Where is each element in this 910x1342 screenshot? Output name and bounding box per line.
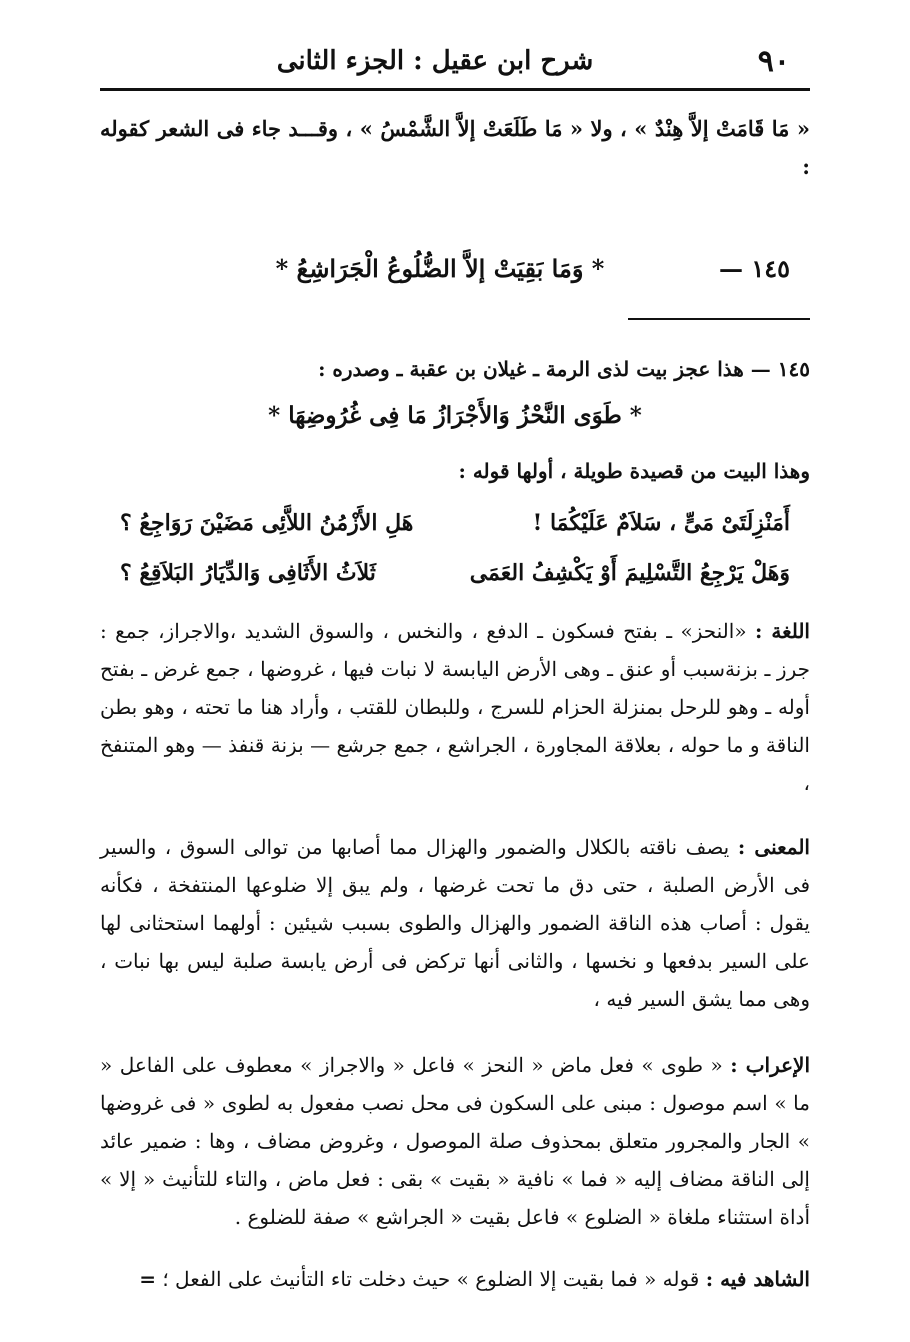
irab-label: الإعراب : xyxy=(730,1053,811,1077)
intro-paragraph: « مَا قَامَتْ إلاَّ هِنْدٌ » ، ولا « مَا طَلَعَتْ إلاَّ الشَّمْسُ » ، وقـــد جاء فى الشعر كقوله : xyxy=(100,116,810,179)
page-number: ٩٠ xyxy=(757,44,790,79)
verse-145 xyxy=(100,244,810,294)
irab-text: « طوى » فعل ماض « النحز » فاعل « والاجراز » معطوف على الفاعل « ما » اسم موصول : مبنى على السكون فى محل نصب مفعول به لطوى « فى غروضها » الجار والمجرور متعلق بمحذوف صلة الموصول ، وغروض مضاف ، وها : ضمير عائد إلى الناقة مضاف إليه « فما » نافية « بقيت » بقى : فعل ماض ، والتاء للتأنيث « إلا » أداة استثناء ملغاة « الضلوع » فاعل بقيت « الجراشع » صفة للضلوع . xyxy=(100,1053,810,1229)
lugha-paragraph xyxy=(100,612,810,802)
mana-label: المعنى : xyxy=(737,835,810,859)
couplet-1-second-hemistich: هَلِ الأَزْمُنُ اللاَّئِى مَضَيْنَ رَوَاجِعُ ؟ xyxy=(120,510,414,536)
mana-paragraph xyxy=(100,828,810,1018)
header-rule xyxy=(100,88,810,91)
couplet-1-first-hemistich: أَمَنْزِلَتَىْ مَىٍّ ، سَلاَمٌ عَلَيْكُمَا ! xyxy=(532,510,790,536)
couplet-2-second-hemistich: ثَلاَثُ الأَثَافِى وَالدِّيَارُ البَلاَقِعُ ؟ xyxy=(120,560,376,586)
lugha-text: «النحز» ـ بفتح فسكون ـ الدفع ، والنخس ، والسوق الشديد ،والاجراز، جمع : جرز ـ بزنةسبب أو عنق ـ وهى الأرض اليابسة لا نبات فيها ، غروضها ، جمع غرض ـ بفتح أوله ـ وهو للرحل بمنزلة الحزام للسرج ، وللبطان للقتب ، وأراد هنا ما تحته ، وهو بطن الناقة و ما حوله ، بعلاقة المجاورة ، الجراشع ، جمع جرشع — بزنة قنفذ — وهو المتنفخ ، xyxy=(100,619,810,795)
footnote-poem-intro: وهذا البيت من قصيدة طويلة ، أولها قوله : xyxy=(458,459,810,483)
footnote-rule xyxy=(628,318,810,320)
couplet-2 xyxy=(100,556,810,596)
page-header xyxy=(100,36,810,86)
footnote-hemistich: * طَوَى النَّحْزُ وَالأَجْرَازُ مَا فِى غُرُوضِهَا * xyxy=(268,402,642,429)
shahid-text: قوله « فما بقيت إلا الضلوع » حيث دخلت تاء التأنيث على الفعل ؛ xyxy=(162,1267,700,1291)
lugha-label: اللغة : xyxy=(754,619,810,643)
verse-number: ١٤٥ — xyxy=(718,254,790,283)
shahid-label: الشاهد فيه : xyxy=(705,1267,810,1291)
mana-text: يصف ناقته بالكلال والضمور والهزال مما أصابها من توالى السوق ، والسير فى الأرض الصلبة ، حتى دق ما تحت غرضها ، ولم يبق إلا ضلوعها المنتفخة ، فكأنه يقول : أصاب هذه الناقة الضمور والهزال والطوى بسبب شيئين : أولهما استحثانى لها على السير بدفعها و نخسها ، والثانى أنها تركض فى أرض يابسة صلبة ليس بها نبات ، وهى مما يشق السير فيه ، xyxy=(100,835,810,1011)
couplet-2-first-hemistich: وَهَلْ يَرْجِعُ التَّسْلِيمَ أَوْ يَكْشِفُ العَمَى xyxy=(469,560,790,586)
running-title: شرح ابن عقيل : الجزء الثانى xyxy=(276,46,594,76)
continuation-mark: = xyxy=(139,1267,156,1291)
verse-text: * وَمَا بَقِيَتْ إلاَّ الضُّلُوعُ الْجَرَاشِعُ * xyxy=(275,254,605,283)
couplet-1 xyxy=(100,506,810,546)
irab-paragraph xyxy=(100,1046,810,1236)
footnote-heading: ١٤٥ — هذا عجز بيت لذى الرمة ـ غيلان بن عقبة ـ وصدره : xyxy=(318,357,810,381)
shahid-paragraph xyxy=(100,1260,810,1298)
